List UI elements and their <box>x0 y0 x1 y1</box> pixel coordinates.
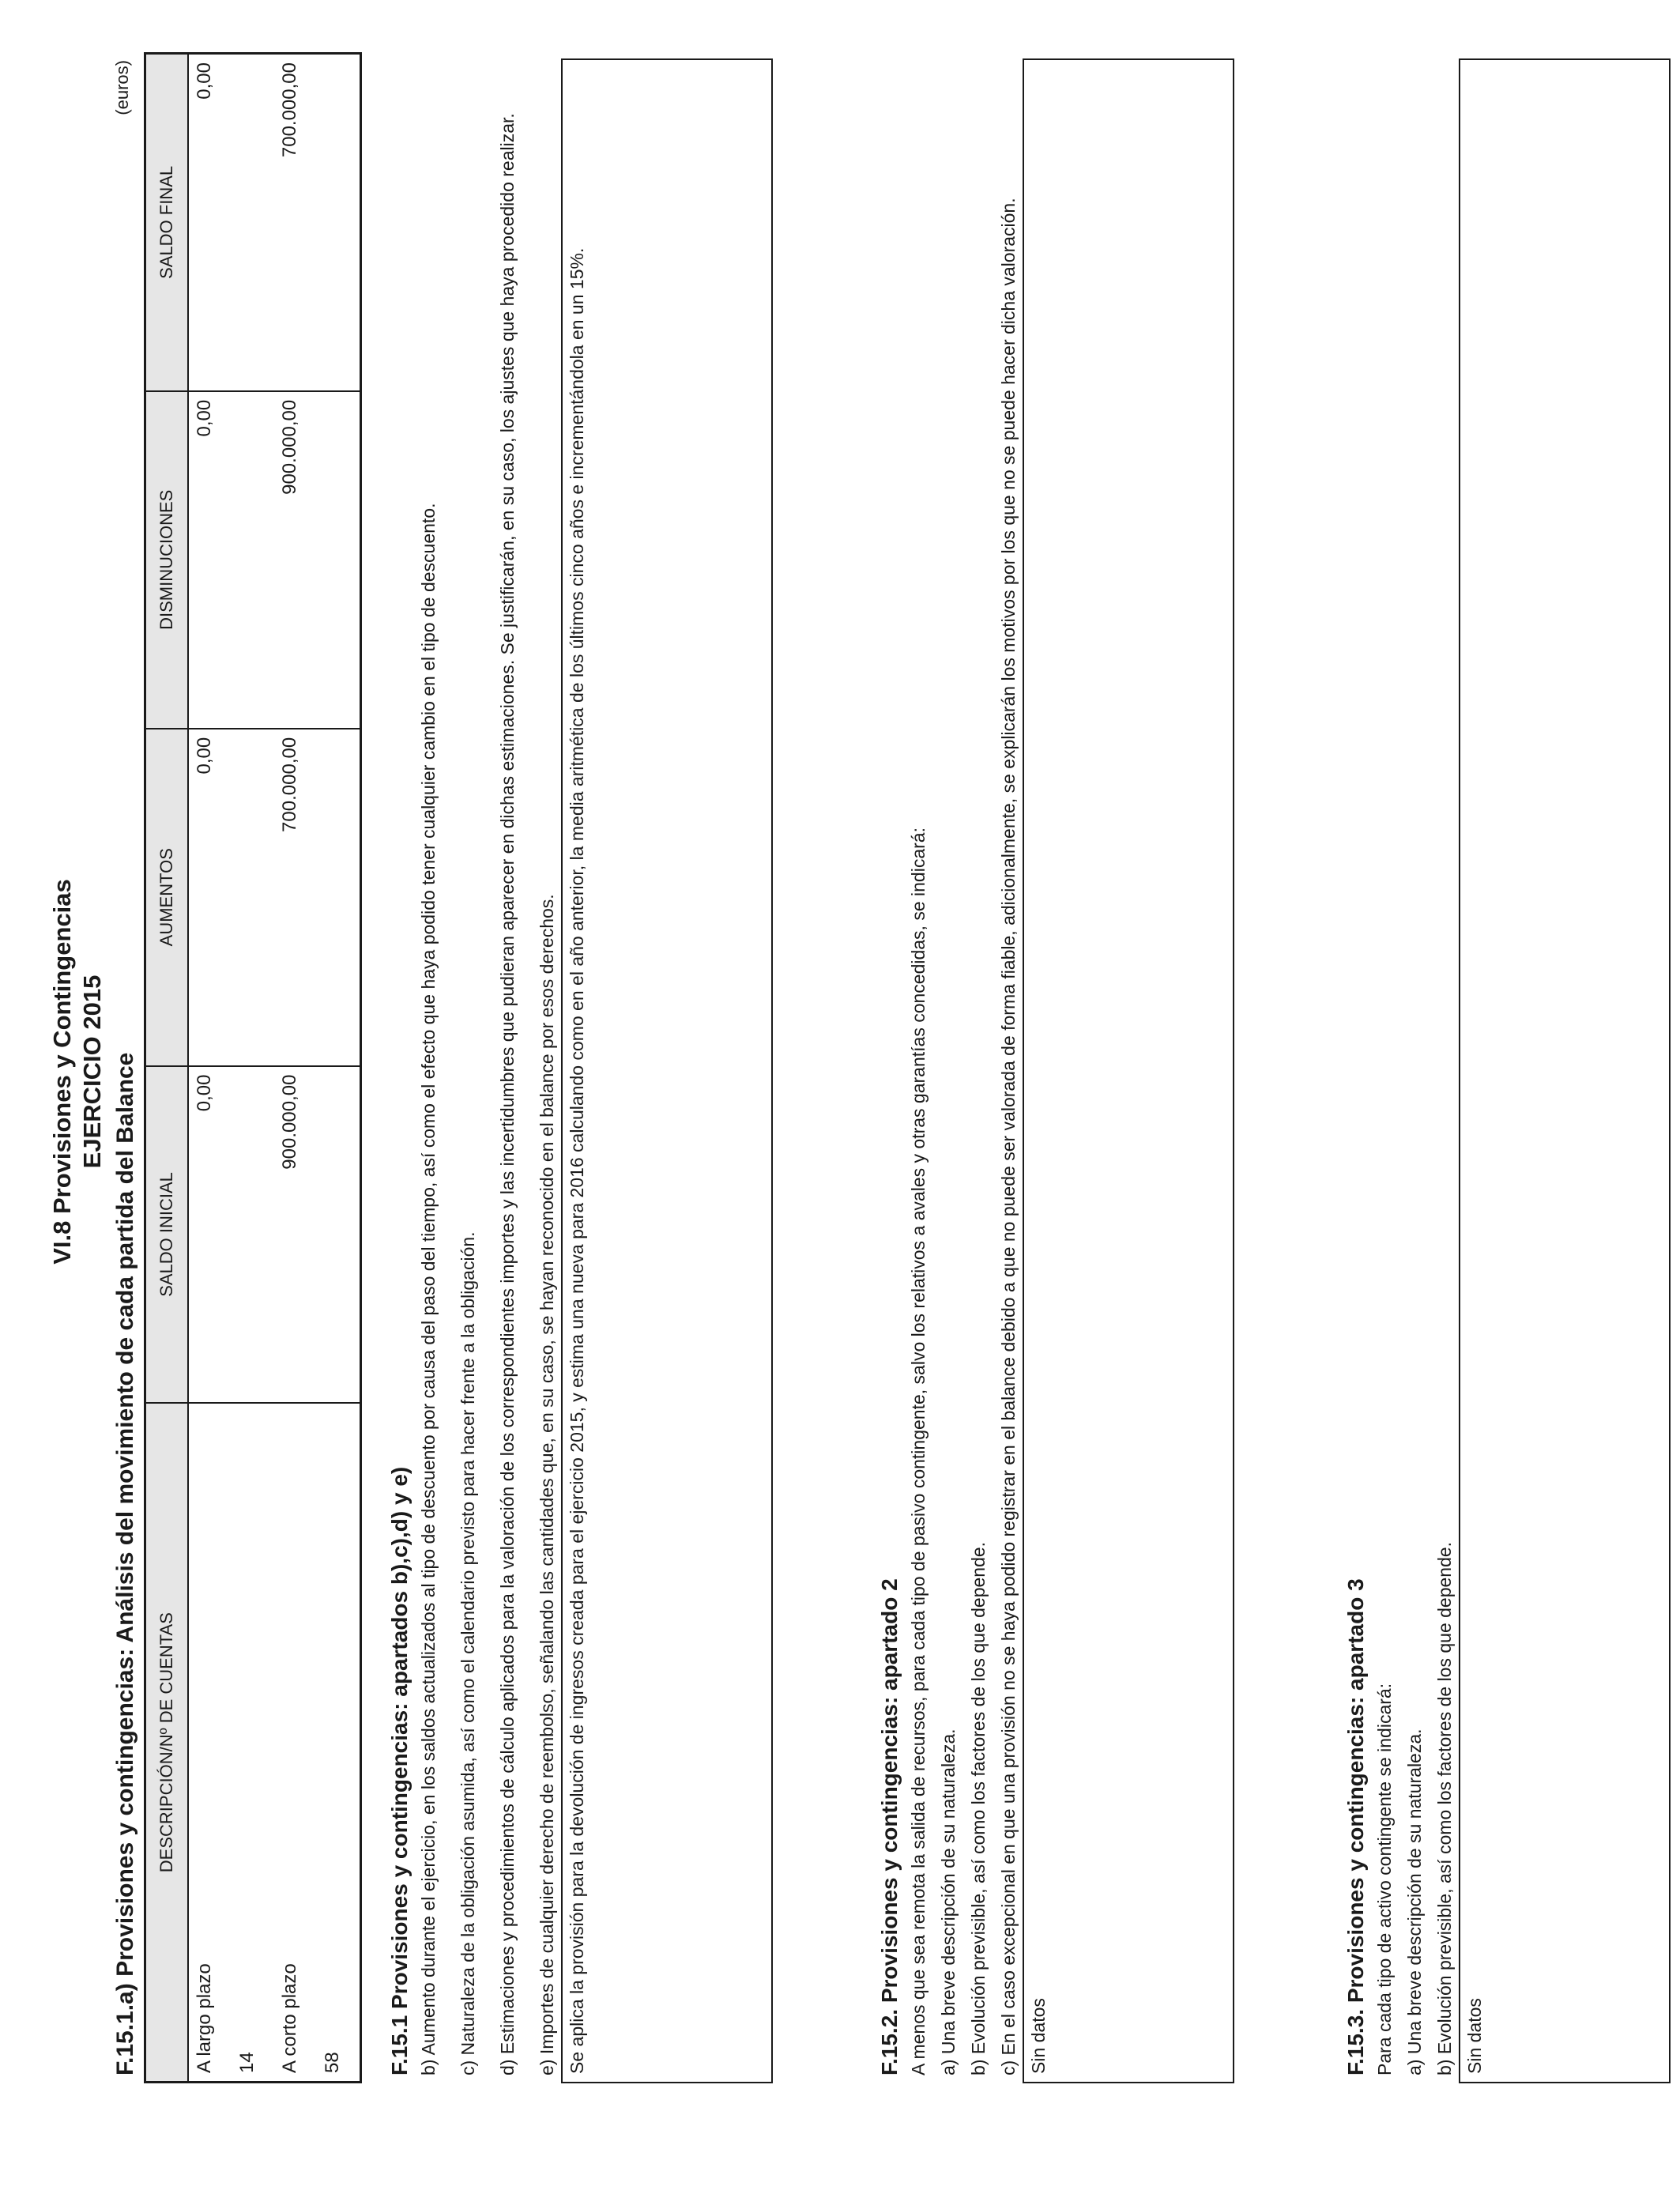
section-a-header <box>112 60 144 2083</box>
cell-desc: 14 <box>232 1403 274 2082</box>
section-15-1 <box>387 58 773 2083</box>
table-row <box>317 54 361 2083</box>
table-row <box>274 54 317 2083</box>
section-15-1-textbox: Se aplica la provisión para la devolución de ingresos creada para el ejercicio 2015, y estima una nueva para 2016 calculando como en el año anterior, la media aritmética de los últimos cinco años e incrementándola en un 15%. <box>561 58 773 2083</box>
section-15-3-title: F.15.3. Provisiones y contingencias: apartado 3 <box>1343 1578 1368 2075</box>
page-subtitle: EJERCICIO 2015 <box>78 974 106 1169</box>
cell-desc: A largo plazo <box>188 1403 232 2082</box>
cell-saldo-inicial: 0,00 <box>188 1066 232 1404</box>
section-15-2-intro: A menos que sea remota la salida de recursos, para cada tipo de pasivo contingente, salvo los relativos a avales y otras garantías concedidas, se indicará: <box>908 827 929 2075</box>
table-row <box>188 54 232 2083</box>
units-label: (euros) <box>112 60 132 115</box>
cell-aumentos: 0,00 <box>188 729 232 1066</box>
section-15-2-textbox: Sin datos <box>1023 58 1234 2083</box>
section-15-3-item-b: b) Evolución previsible, así como los factores de los que depende. <box>1434 1541 1455 2075</box>
section-15-3 <box>1343 58 1671 2083</box>
cell-saldo-final <box>232 54 274 391</box>
section-15-3-intro: Para cada tipo de activo contingente se indicará: <box>1374 1683 1395 2075</box>
cell-desc: 58 <box>317 1403 361 2082</box>
cell-aumentos: 700.000,00 <box>274 729 317 1066</box>
section-15-1-item-b: b) Aumento durante el ejercicio, en los saldos actualizados al tipo de descuento por causa del paso del tiempo, así como el efecto que haya podido tener cualquier cambio en el tipo de descuento. <box>418 503 439 2075</box>
section-15-2 <box>877 58 1234 2083</box>
cell-desc: A corto plazo <box>274 1403 317 2082</box>
cell-saldo-inicial: 900.000,00 <box>274 1066 317 1404</box>
cell-saldo-inicial <box>317 1066 361 1404</box>
section-15-1-item-c: c) Naturaleza de la obligación asumida, así como el calendario previsto para hacer frente a la obligación. <box>458 1231 478 2075</box>
section-15-1-item-e: e) Importes de cualquier derecho de reembolso, señalando las cantidades que, en su caso, se hayan reconocido en el balance por esos derechos. <box>537 894 557 2075</box>
section-15-1-item-d: d) Estimaciones y procedimientos de cálculo aplicados para la valoración de los correspondientes importes y las incertidumbres que pudieran aparecer en dichas estimaciones. Se justificarán, en su caso, los ajustes que haya procedido realizar. <box>497 113 518 2075</box>
header-saldo-inicial: SALDO INICIAL <box>145 1066 189 1404</box>
header-disminuciones: DISMINUCIONES <box>145 391 189 729</box>
section-15-1-title: F.15.1 Provisiones y contingencias: apartados b),c),d) y e) <box>387 1466 412 2075</box>
section-15-2-item-b: b) Evolución previsible, así como los factores de los que depende. <box>968 1541 989 2075</box>
section-15-2-item-a: a) Una breve descripción de su naturaleza. <box>938 1728 959 2075</box>
cell-saldo-inicial <box>232 1066 274 1404</box>
cell-disminuciones <box>317 391 361 729</box>
cell-aumentos <box>232 729 274 1066</box>
section-15-3-item-a: a) Una breve descripción de su naturaleza. <box>1404 1728 1425 2075</box>
cell-disminuciones: 0,00 <box>188 391 232 729</box>
header-saldo-final: SALDO FINAL <box>145 54 189 391</box>
header-description: DESCRIPCIÓN/Nº DE CUENTAS <box>145 1403 189 2082</box>
page-content <box>47 60 1485 2083</box>
cell-saldo-final <box>317 54 361 391</box>
table-row <box>232 54 274 2083</box>
cell-disminuciones: 900.000,00 <box>274 391 317 729</box>
table-header-row <box>145 54 189 2083</box>
cell-saldo-final: 700.000,00 <box>274 54 317 391</box>
section-15-2-item-c: c) En el caso excepcional en que una provisión no se haya podido registrar en el balance debido a que no puede ser valorada de forma fiable, adicionalmente, se explicarán los motivos por los que no se puede hacer dicha valoración. <box>998 198 1019 2075</box>
section-15-2-title: F.15.2. Provisiones y contingencias: apartado 2 <box>877 1578 902 2075</box>
header-aumentos: AUMENTOS <box>145 729 189 1066</box>
section-15-3-textbox: Sin datos <box>1459 58 1671 2083</box>
cell-disminuciones <box>232 391 274 729</box>
cell-saldo-final: 0,00 <box>188 54 232 391</box>
cell-aumentos <box>317 729 361 1066</box>
movement-table <box>144 52 362 2083</box>
page-title: VI.8 Provisiones y Contingencias <box>48 879 76 1265</box>
section-a-title: F.15.1.a) Provisiones y contingencias: Análisis del movimiento de cada partida del Balance <box>112 1052 138 2075</box>
